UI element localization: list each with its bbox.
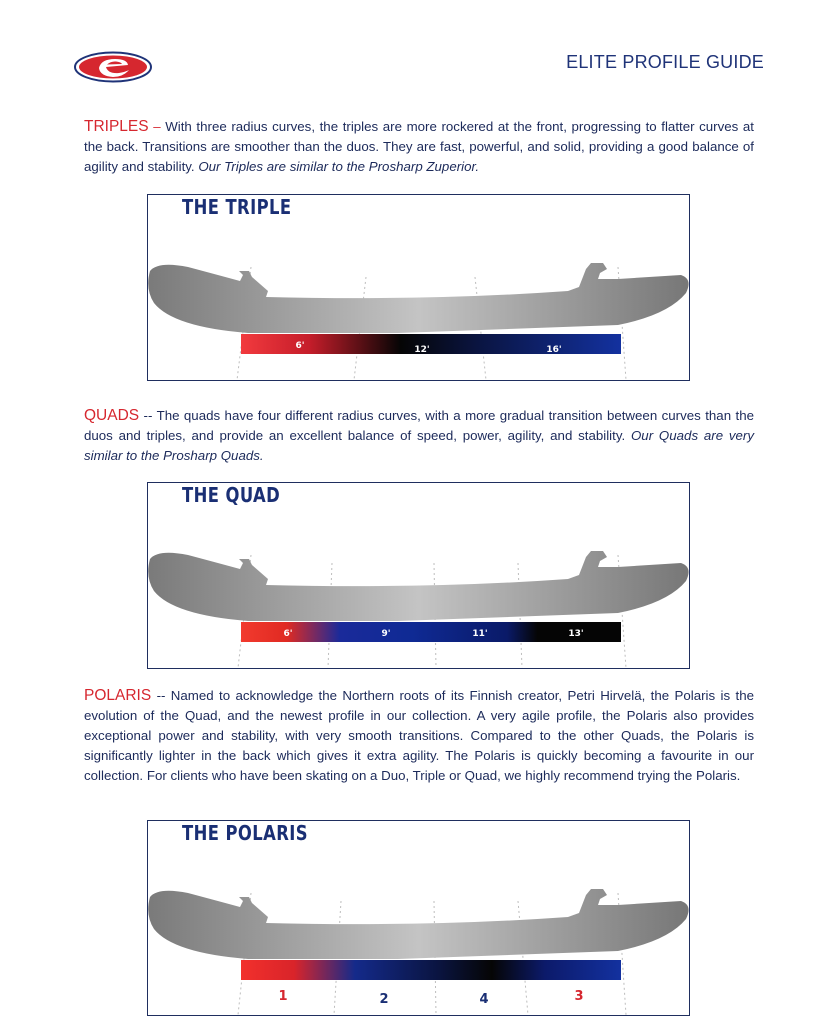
quads-note: Our Quads are very similar to the Prosharp Quads.: [84, 428, 755, 463]
triples-body: With three radius curves, the triples are more rockered at the front, progressing to flatter curves at the back. Transitions are smoother than the duos. They are fast, powerful, and solid, providing a good balance of agility and stability.: [84, 119, 754, 174]
polaris-zone-label-3: 4: [479, 992, 489, 1007]
triples-section: [84, 117, 754, 177]
triples-dash: –: [153, 119, 161, 134]
polaris-dash: --: [156, 688, 166, 703]
quad-diagram: [147, 482, 690, 669]
quad-radius-label-3: 11': [472, 629, 488, 639]
quads-section: [84, 406, 754, 466]
triples-heading: TRIPLES: [84, 118, 149, 135]
page-title: ELITE PROFILE GUIDE: [566, 52, 764, 72]
polaris-zone-label-1: 1: [278, 989, 288, 1004]
quads-body: The quads have four different radius curves, with a more gradual transition between curves than the duos and triples, and provide an excellent balance of speed, power, agility, and stability.: [84, 408, 754, 443]
quad-blade-shape: [148, 551, 688, 621]
triple-diagram: [147, 194, 690, 381]
quad-radius-label-2: 9': [381, 629, 391, 639]
triple-diagram-title: THE TRIPLE: [182, 195, 292, 219]
quad-radius-band: [241, 622, 621, 642]
triple-radius-label-1: 6': [295, 341, 305, 351]
quad-radius-label-1: 6': [283, 629, 293, 639]
triple-blade-shape: [148, 263, 688, 333]
elite-logo-icon: [73, 51, 153, 83]
triples-note: Our Triples are similar to the Prosharp Zuperior.: [198, 159, 480, 174]
quads-heading: QUADS: [84, 407, 140, 424]
polaris-zone-label-4: 3: [574, 989, 584, 1004]
polaris-section: [84, 686, 754, 786]
quad-diagram-title: THE QUAD: [182, 483, 281, 507]
polaris-zone-label-2: 2: [379, 992, 389, 1007]
polaris-radius-band: [241, 960, 621, 980]
quad-radius-label-4: 13': [568, 629, 584, 639]
polaris-heading: POLARIS: [84, 687, 152, 704]
polaris-diagram-title: THE POLARIS: [182, 821, 308, 845]
polaris-blade-shape: [148, 889, 688, 959]
triple-radius-label-3: 16': [546, 345, 562, 355]
polaris-diagram: [147, 820, 690, 1016]
polaris-body: Named to acknowledge the Northern roots of its Finnish creator, Petri Hirvelä, the Polaris is the evolution of the Quad, and the newest profile in our collection. A very agile profile, the Polaris also provides exceptional power and stability, with very smooth transitions. Compared to the other Quads, the Polaris is significantly lighter in the back which gives it extra agility. The Polaris is quickly becoming a favourite in our collection. For clients who have been skating on a Duo, Triple or Quad, we highly recommend trying the Polaris.: [84, 688, 754, 783]
quads-dash: --: [143, 408, 153, 423]
triple-radius-label-2: 12': [414, 345, 430, 355]
